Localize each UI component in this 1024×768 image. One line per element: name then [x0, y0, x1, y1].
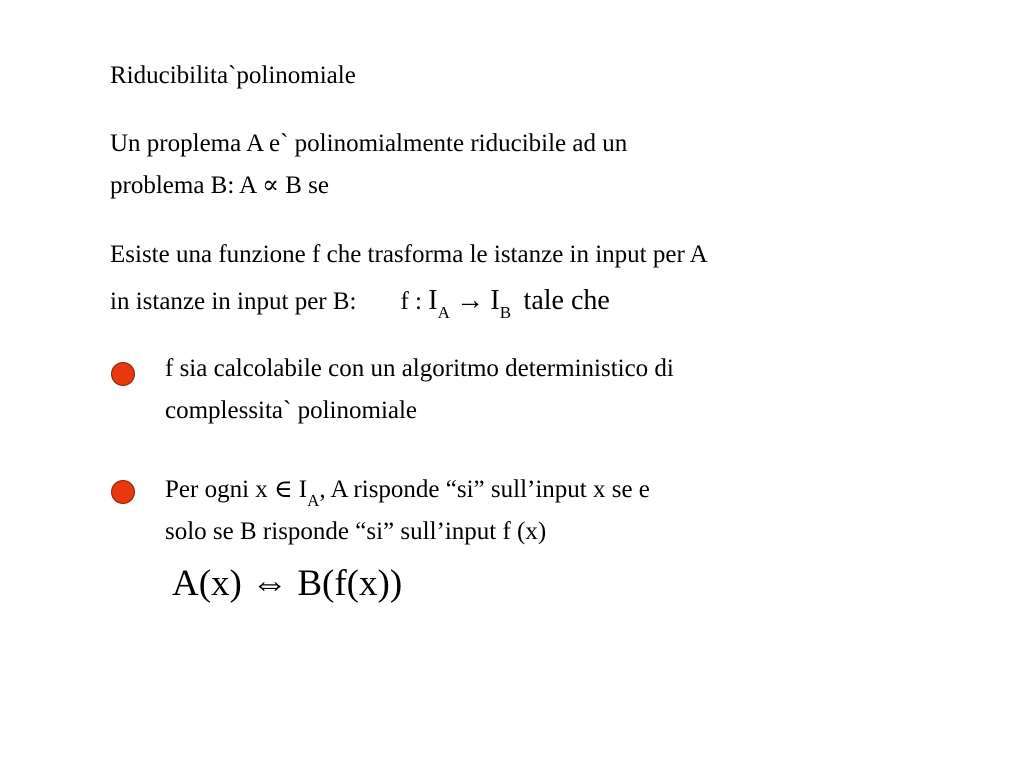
domain-subscript: A: [437, 303, 450, 322]
arrow-symbol: →: [456, 285, 485, 316]
bullet-2-post: , A risponde “si” sull’input x se e: [319, 476, 650, 503]
definition-line-1: Un proplema A e` polinomialmente riducibile ad un: [110, 130, 628, 157]
definition-line-2: problema B: A ∝ B se: [110, 172, 329, 199]
page-title: Riducibilita`polinomiale: [110, 62, 356, 89]
bullet-1-line-2: complessita` polinomiale: [165, 397, 418, 424]
codomain-symbol: I: [490, 285, 500, 316]
function-line-1: Esiste una funzione f che trasforma le istanze in input per A: [110, 241, 708, 268]
function-line-2-text: in istanze in input per B:: [110, 288, 357, 315]
codomain-subscript: B: [499, 303, 512, 322]
function-tail: tale che: [523, 285, 610, 316]
bullet-dot-icon: [111, 362, 135, 386]
bullet-1-line-1: f sia calcolabile con un algoritmo deterministico di: [165, 355, 674, 382]
bullet-2-line-2: solo se B risponde “si” sull’input f (x): [165, 518, 547, 545]
bullet-2-subscript: A: [307, 491, 320, 510]
domain-symbol: I: [428, 285, 438, 316]
bullet-2-line-1: [165, 475, 650, 510]
bullet-2-pre: Per ogni x ∈ I: [165, 476, 308, 503]
function-label: f :: [400, 288, 423, 315]
equivalence-formula: A(x) ⇔ B(f(x)): [172, 563, 403, 604]
function-line-2: [110, 285, 610, 322]
bullet-dot-icon: [111, 480, 135, 504]
